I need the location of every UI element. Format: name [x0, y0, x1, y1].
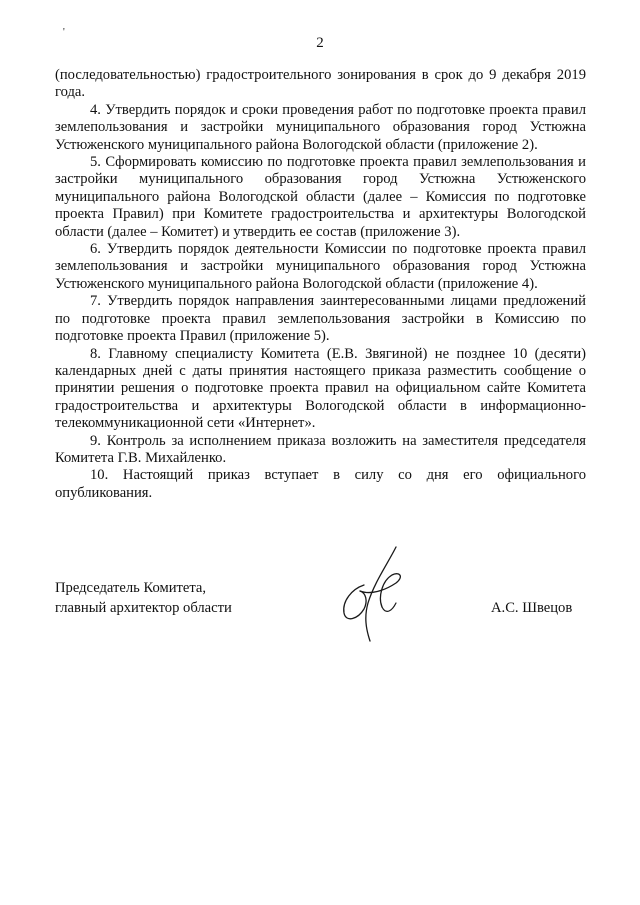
paragraph-item-4: 4. Утвердить порядок и сроки проведения работ по подготовке проекта правил землепользования и застройки муниципального образования город Устюжна Устюженского муниципального района Вологодской области (приложение 2). [55, 101, 586, 153]
handwritten-signature [330, 545, 420, 655]
paragraph-item-10: 10. Настоящий приказ вступает в силу со дня его официального опубликования. [55, 467, 586, 501]
paragraph-continuation: (последовательностью) градостроительного зонирования в срок до 9 декабря 2019 года. [55, 67, 586, 101]
paragraph-item-5: 5. Сформировать комиссию по подготовке проекта правил землепользования и застройки муниципального образования город Устюжна Устюженского муниципального района Вологодской области (далее – Комиссия по подготовке проекта Правил) при Комитете градостроительства и архитектуры Вологодской области (далее – Комитет) и утвердить ее состав (приложение 3). [55, 154, 586, 240]
paragraph-item-7: 7. Утвердить порядок направления заинтересованными лицами предложений по подготовке проекта правил землепользования застройки в Комиссию по подготовке проекта Правил (приложение 5). [55, 293, 586, 345]
paragraph-item-9: 9. Контроль за исполнением приказа возложить на заместителя председателя Комитета Г.В. Михайленко. [55, 432, 586, 466]
signer-position-line-2: главный архитектор области [55, 600, 232, 616]
signer-name: А.С. Швецов [491, 600, 573, 616]
signer-position [55, 578, 232, 618]
paragraph-item-8: 8. Главному специалисту Комитета (Е.В. Звягиной) не позднее 10 (десяти) календарных дней с даты принятия настоящего приказа разместить сообщение о принятии решения о подготовке проекта правил на официальном сайте Комитета градостроительства и архитектуры Вологодской области в информационно-телекоммуникационной сети «Интернет». [55, 345, 586, 432]
order-body [55, 67, 586, 502]
signer-position-line-1: Председатель Комитета, [55, 580, 207, 596]
scan-speck: ' [63, 27, 65, 38]
paragraph-item-6: 6. Утвердить порядок деятельности Комиссии по подготовке проекта правил землепользования и застройки муниципального образования город Устюжна Устюженского муниципального района Вологодской области (приложение 4). [55, 241, 586, 292]
page-number: 2 [316, 35, 324, 51]
